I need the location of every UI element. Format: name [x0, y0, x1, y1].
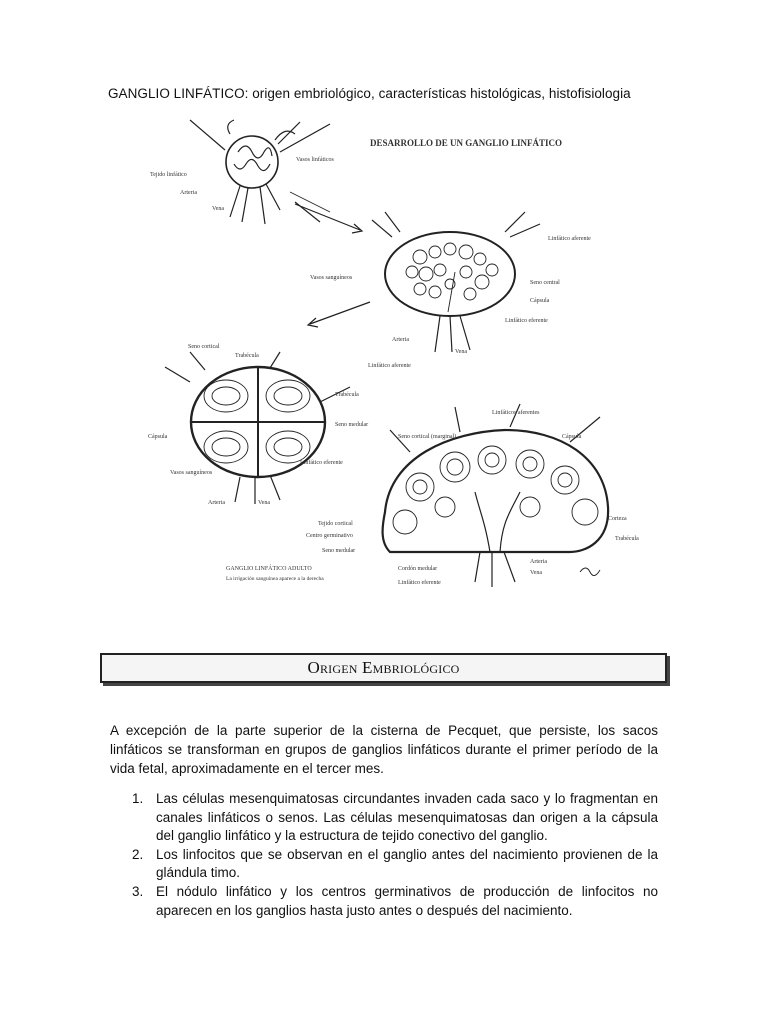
- lymph-node-illustration: [130, 112, 670, 597]
- label-tejido-cortical: Tejido cortical: [318, 521, 353, 527]
- label-arteria-2: Arteria: [392, 337, 409, 343]
- label-vena-2: Vena: [455, 349, 467, 355]
- list-text: Los linfocitos que se observan en el ganglio antes del nacimiento provienen de la glándula timo.: [156, 846, 658, 881]
- stage3-node: [148, 344, 411, 506]
- label-corteza: Corteza: [608, 516, 627, 522]
- list-text: Las células mesenquimatosas circundantes invaden cada saco y lo fragmentan en canales linfáticos o senos. Las células mesenquimatosas dan origen a la cápsula del ganglio linfático y la estructura de tejido conectivo del ganglio.: [156, 791, 658, 844]
- label-vasos-linfaticos: Vasos linfáticos: [296, 157, 334, 163]
- label-linfatico-eferente-3: Linfático eferente: [300, 460, 343, 466]
- list-number: 3.: [132, 883, 144, 899]
- label-seno-cortical-marginal: Seno cortical (marginal): [398, 434, 457, 440]
- label-linfatico-aferente-2: Linfático aferente: [548, 236, 591, 242]
- label-capsula-4: Cápsula: [562, 434, 582, 440]
- label-capsula-3: Cápsula: [148, 434, 168, 440]
- list-item: [110, 790, 658, 846]
- list-number: 2.: [132, 846, 144, 862]
- label-vasos-sanguineos-3: Vasos sanguíneos: [170, 470, 213, 476]
- numbered-list: [110, 790, 658, 920]
- label-arteria-4: Arteria: [530, 559, 547, 565]
- label-capsula-2: Cápsula: [530, 298, 550, 304]
- label-linfatico-eferente-2: Linfático eferente: [505, 318, 548, 324]
- label-seno-central: Seno central: [530, 280, 560, 286]
- label-centro-germinativo: Centro germinativo: [306, 533, 353, 539]
- label-trabecula-3b: Trabécula: [335, 392, 359, 398]
- label-arteria-3: Arteria: [208, 500, 225, 506]
- list-number: 1.: [132, 791, 144, 806]
- list-item: [110, 883, 658, 920]
- label-seno-cortical-3: Seno cortical: [188, 344, 220, 350]
- label-cordon-medular: Cordón medular: [398, 566, 438, 572]
- label-arteria-1: Arteria: [180, 190, 197, 196]
- label-linfatico-aferente-3: Linfático aferente: [368, 363, 411, 369]
- section-header-box: [100, 653, 667, 683]
- label-vena-4: Vena: [530, 570, 542, 576]
- label-vena-3: Vena: [258, 500, 270, 506]
- section-title: Origen Embriológico: [307, 658, 460, 677]
- intro-paragraph: A excepción de la parte superior de la cisterna de Pecquet, que persiste, los sacos linfáticos se transforman en grupos de ganglios linfáticos durante el primer período de la vida fetal, aproximadamente en el tercer mes.: [110, 723, 658, 776]
- document-title: GANGLIO LINFÁTICO: origen embriológico, características histológicas, histofisiologia: [108, 86, 631, 101]
- label-tejido-linfatico: Tejido linfático: [150, 172, 187, 178]
- label-trabecula-3a: Trabécula: [235, 353, 259, 359]
- list-text: El nódulo linfático y los centros germinativos de producción de linfocitos no aparecen en los ganglios hasta justo antes o después del nacimiento.: [156, 883, 658, 918]
- figure-heading: DESARROLLO DE UN GANGLIO LINFÁTICO: [370, 138, 563, 148]
- label-trabecula-4: Trabécula: [615, 536, 639, 542]
- label-linfaticos-aferentes-4: Linfáticos aferentes: [492, 410, 540, 416]
- label-seno-medular-4: Seno medular: [322, 548, 356, 554]
- adult-node-caption: GANGLIO LINFÁTICO ADULTO: [226, 566, 312, 572]
- label-linfatico-eferente-4: Linfático eferente: [398, 580, 441, 586]
- label-seno-medular-3: Seno medular: [335, 422, 369, 428]
- list-item: [110, 846, 658, 883]
- adult-node-subcaption: La irrigación sanguínea aparece a la derecha: [226, 576, 324, 582]
- label-vasos-sanguineos-2: Vasos sanguíneos: [310, 275, 353, 281]
- lymph-node-development-figure: [130, 112, 670, 597]
- label-vena-1: Vena: [212, 206, 224, 212]
